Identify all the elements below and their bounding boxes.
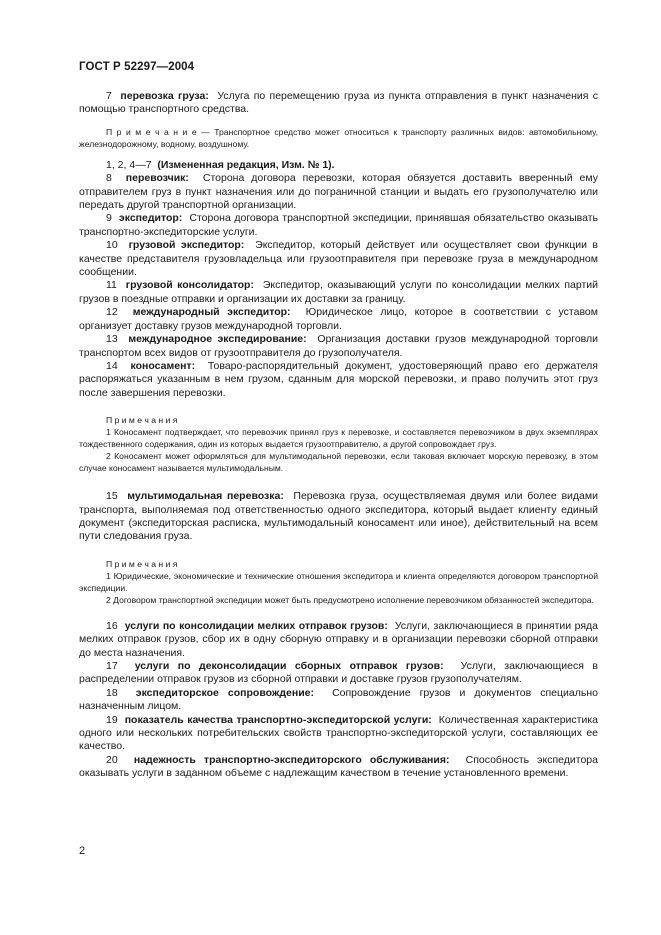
entry-term: экспедитор: (118, 212, 183, 225)
entry-number: 7 (106, 90, 112, 102)
entry-10 (79, 239, 598, 279)
notes-14-label: П р и м е ч а н и я (106, 415, 178, 426)
entry-number: 8 (106, 172, 112, 185)
entry-19 (79, 714, 598, 754)
entry-number: 18 (106, 686, 118, 699)
standard-header: ГОСТ Р 52297—2004 (79, 61, 195, 73)
notes-15-item: 1 Юридические, экономические и технические отношения экспедитора и клиента определяются договором транспортной экспедиции. (79, 570, 598, 593)
entry-definition: Услуги, заключающиеся в распределении отправок грузов из сборной отправки и доставке грузов грузополучателям. (79, 659, 598, 686)
amendment-label: (Измененная редакция, Изм. № 1). (157, 158, 335, 171)
entry-8 (79, 172, 598, 212)
note-text: — Транспортное средство может относиться к транспорту различных видов: автомобильному, железнодорожному, водному, воздушному. (79, 126, 599, 149)
entry-number: 19 (106, 713, 118, 726)
entry-11 (79, 279, 598, 306)
entry-definition: Товаро-распорядительный документ, удостоверяющий право его держателя распоряжаться указанным в нем грузом, сданным для морской перевозки, и право получить этот груз после завершения перевозки. (79, 359, 598, 399)
entry-definition: Количественная характеристика одного или нескольких потребительских свойств транспортно-экспедиторской услуги, составляющих ее качество. (79, 713, 598, 753)
entry-definition: Сторона договора транспортной экспедиции, принявшая обязательство оказывать транспортно-экспедиторские услуги. (79, 212, 599, 238)
entry-12 (79, 306, 598, 333)
entry-definition: Экспедитор, который действует или осуществляет свои функции в качестве представителя грузовладельца или грузоотправителя при перевозке груза в международном сообщении. (79, 239, 599, 279)
document-body (79, 90, 598, 781)
entry-number: 13 (106, 333, 118, 346)
entry-definition: Способность экспедитора оказывать услуги в заданном объеме с надлежащим качеством в течение установленного времени. (79, 753, 598, 780)
notes-15-label: П р и м е ч а н и я (106, 558, 178, 569)
entry-term: услуги по консолидации мелких отправок грузов: (124, 619, 388, 632)
entry-term: перевозка груза: (120, 90, 209, 102)
entry-number: 11 (106, 279, 117, 292)
note-label: П р и м е ч а н и е (106, 126, 197, 137)
entry-18 (79, 687, 598, 714)
entry-term: мультимодальная перевозка: (127, 490, 284, 503)
entry-number: 12 (106, 306, 118, 319)
entry-15 (79, 490, 598, 544)
entry-term: надежность транспортно-экспедиторского обслуживания: (133, 753, 450, 766)
entry-definition: Перевозка груза, осуществляемая двумя или более видами транспорта, выполняемая под ответственностью одного экспедитора, который выдает клиенту единый документ (экспедиторская расписка, мультимодальный коносамент или иное), действительный на всем пути следования груза. (79, 490, 598, 543)
entry-definition: Сопровождение грузов и документов специально назначенным лицом. (79, 686, 598, 713)
entry-term: международное экспедирование: (128, 333, 307, 346)
entry-7 (79, 90, 598, 117)
amendment-line (79, 159, 598, 172)
entry-definition: Юридическое лицо, которое в соответствии с уставом организует доставку грузов международной торговли. (79, 306, 598, 332)
entry-term: перевозчик: (125, 172, 189, 185)
entry-definition: Услуги, заключающиеся в принятии ряда мелких отправок грузов, сбор их в одну сборную отправку и в организации перевозки сборной отправки до места назначения. (79, 619, 599, 659)
notes-14-item: 1 Коносамент подтверждает, что перевозчик принял груз к перевозке, и составляется перевозчиком в двух экземплярах тождественного содержания, один из которых выдается грузоотправителю, а другой сопровождает груз. (79, 427, 598, 450)
entry-number: 17 (106, 659, 118, 672)
entry-term: грузовой экспедитор: (128, 239, 245, 252)
entry-number: 9 (106, 212, 112, 225)
entry-14 (79, 360, 598, 400)
entry-17 (79, 660, 598, 687)
entry-number: 10 (106, 239, 118, 252)
entry-term: коносамент: (130, 359, 196, 372)
entry-term: грузовой консолидатор: (125, 279, 254, 292)
entry-number: 16 (106, 619, 118, 632)
entry-definition: Услуга по перемещению груза из пункта отправления в пункт назначения с помощью транспортного средства. (79, 90, 598, 116)
amendment-refs: 1, 2, 4—7 (106, 158, 152, 171)
notes-14-item: 2 Коносамент может оформляться для мультимодальной перевозки, если таковая включает морскую перевозку, в этом случае коносамент называется мультимодальным. (79, 451, 598, 474)
entry-term: услуги по деконсолидации сборных отправок грузов: (134, 659, 444, 672)
entry-term: экспедиторское сопровождение: (135, 686, 314, 699)
entry-definition: Экспедитор, оказывающий услуги по консолидации мелких партий грузов в поездные отправки и организации их доставки за границу. (79, 279, 599, 305)
note-7 (79, 126, 598, 150)
entry-13 (79, 333, 598, 360)
entry-20 (79, 754, 598, 781)
page-number: 2 (79, 845, 86, 857)
entry-term: показатель качества транспортно-экспедиторской услуги: (124, 713, 432, 726)
entry-number: 15 (106, 490, 118, 503)
entry-definition: Сторона договора перевозки, которая обязуется доставить вверенный ему отправителем груз в пункт назначения или до пограничной станции и выдать его грузополучателю или передать другой транспортной организации. (79, 172, 598, 212)
entry-9 (79, 212, 598, 239)
notes-15-item: 2 Договором транспортной экспедиции может быть предусмотрено исполнение перевозчиком обязанностей экспедитора. (106, 594, 594, 605)
entry-number: 14 (106, 359, 118, 372)
entry-term: международный экспедитор: (132, 306, 291, 319)
entry-16 (79, 620, 598, 660)
entry-number: 20 (106, 753, 118, 766)
entry-definition: Организация доставки грузов международной торговли транспортом всех видов от грузоотправителя до грузополучателя. (79, 333, 598, 359)
